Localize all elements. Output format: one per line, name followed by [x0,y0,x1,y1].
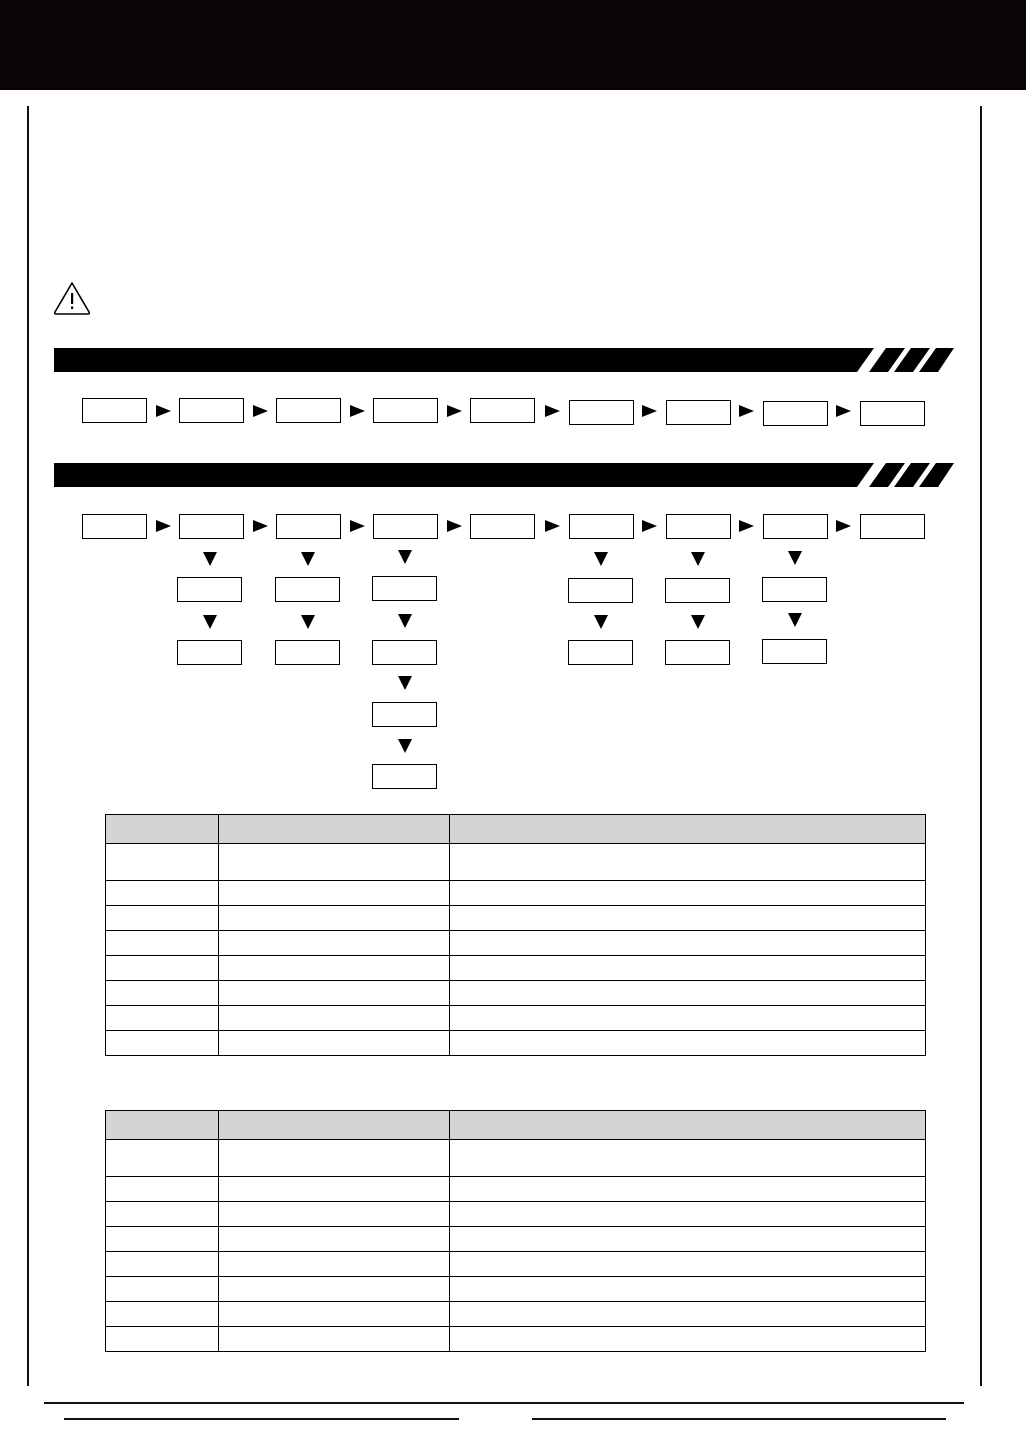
footer-line-right [532,1418,946,1420]
flow2-step-7-sub-2 [665,640,730,665]
flow2-step-6 [569,514,634,539]
flow1-step-6 [569,400,634,425]
arrow-right-icon [642,405,657,417]
arrow-down-icon [691,552,705,566]
table-row [106,956,926,981]
arrow-right-icon [253,520,268,532]
arrow-down-icon [398,676,412,690]
header-bar [0,0,1026,90]
warning-icon [52,280,92,316]
arrow-right-icon [156,520,171,532]
section-bar-2 [54,463,954,487]
table-row [106,981,926,1006]
flow2-step-4-sub-4 [372,764,437,789]
arrow-right-icon [642,520,657,532]
table-row [106,1227,926,1252]
table-header-row [106,815,926,844]
arrow-down-icon [398,739,412,753]
arrow-right-icon [447,520,462,532]
table-header-cell [450,815,926,844]
table-row [106,1006,926,1031]
arrow-right-icon [350,405,365,417]
table-header-cell [219,1111,450,1140]
table-row [106,844,926,881]
flow2-step-4-sub-1 [372,576,437,601]
arrow-down-icon [594,615,608,629]
flow2-step-2-sub-2 [177,640,242,665]
arrow-down-icon [788,613,802,627]
spec-table-2 [105,1110,926,1352]
table-row [106,1252,926,1277]
arrow-right-icon [350,520,365,532]
table-row [106,1302,926,1327]
flow2-step-4-sub-2 [372,640,437,665]
arrow-down-icon [398,550,412,564]
arrow-down-icon [301,552,315,566]
arrow-right-icon [739,405,754,417]
flow2-step-7 [666,514,731,539]
table-header-cell [106,815,219,844]
flow2-step-3-sub-2 [275,640,340,665]
flow2-step-5 [470,514,535,539]
table-row [106,931,926,956]
table-row [106,906,926,931]
footer-rule [44,1402,964,1404]
table-row [106,1327,926,1352]
flow2-step-6-sub-2 [568,640,633,665]
flow1-step-2 [179,398,244,423]
arrow-right-icon [156,405,171,417]
table-row [106,1031,926,1056]
arrow-down-icon [203,552,217,566]
spec-table-1 [105,814,926,1056]
flow1-step-7 [666,400,731,425]
flow2-step-7-sub-1 [665,578,730,603]
table-header-cell [219,815,450,844]
table-row [106,1277,926,1302]
flow1-step-3 [276,398,341,423]
arrow-right-icon [836,520,851,532]
flow2-step-8-sub-1 [762,577,827,602]
flow1-step-8 [763,401,828,426]
arrow-right-icon [447,405,462,417]
table-header-cell [106,1111,219,1140]
flow1-step-4 [373,398,438,423]
flow2-step-4 [373,514,438,539]
left-margin-rule [27,106,29,1386]
flow2-step-4-sub-3 [372,702,437,727]
arrow-right-icon [836,405,851,417]
table-row [106,881,926,906]
flow2-step-3 [276,514,341,539]
flow1-step-5 [470,398,535,423]
flow2-step-8-sub-2 [762,639,827,664]
flow2-step-1 [82,514,147,539]
flow2-step-2-sub-1 [177,577,242,602]
arrow-down-icon [398,614,412,628]
arrow-down-icon [691,615,705,629]
arrow-down-icon [594,552,608,566]
table-header-row [106,1111,926,1140]
section-bar-1 [54,348,954,372]
arrow-right-icon [545,520,560,532]
arrow-down-icon [301,615,315,629]
flow2-step-8 [763,514,828,539]
flow2-step-3-sub-1 [275,577,340,602]
table-row [106,1177,926,1202]
flow2-step-2 [179,514,244,539]
right-margin-rule [980,106,982,1386]
table-row [106,1202,926,1227]
table-row [106,1140,926,1177]
arrow-down-icon [788,551,802,565]
arrow-right-icon [253,405,268,417]
arrow-right-icon [739,520,754,532]
arrow-right-icon [545,405,560,417]
flow1-step-9 [860,401,925,426]
flow1-step-1 [82,398,147,423]
flow2-step-6-sub-1 [568,578,633,603]
table-header-cell [450,1111,926,1140]
flow2-step-9 [860,514,925,539]
arrow-down-icon [203,615,217,629]
footer-line-left [64,1418,459,1420]
